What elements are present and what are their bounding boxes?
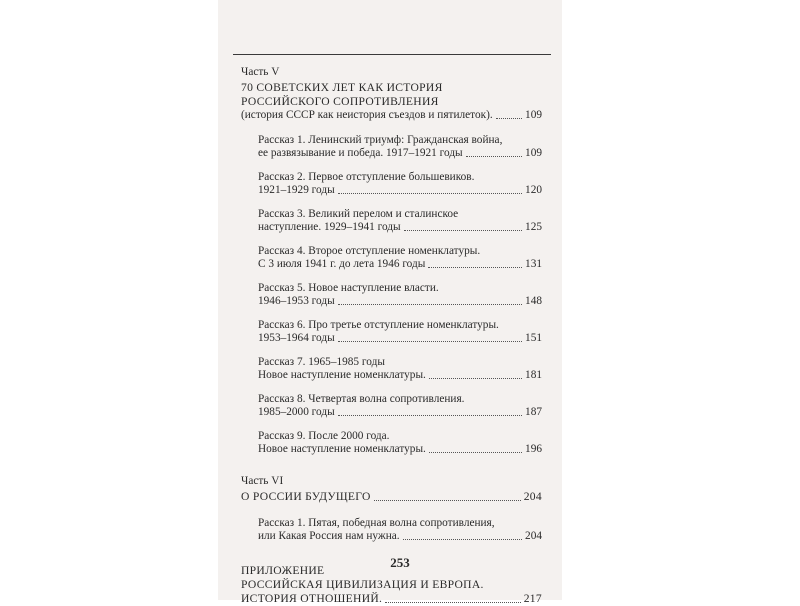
page-ref: 109 xyxy=(525,109,542,121)
leader-dots xyxy=(429,452,522,453)
entry-title: Рассказ 6. Про третье отступление номенклатуры. xyxy=(258,319,499,331)
page-ref: 109 xyxy=(525,147,542,159)
entry-subtitle: 1921–1929 годы xyxy=(258,184,335,196)
table-of-contents xyxy=(241,66,542,606)
toc-entry xyxy=(241,208,542,234)
part-5-title-line-1: 70 СОВЕТСКИХ ЛЕТ КАК ИСТОРИЯ xyxy=(241,81,443,94)
leader-dots xyxy=(429,378,522,379)
page-ref: 181 xyxy=(525,369,542,381)
leader-dots xyxy=(338,304,522,305)
leader-dots xyxy=(466,156,522,157)
part-5-subtitle xyxy=(241,109,542,122)
appendix-title-line-2 xyxy=(241,592,542,606)
page-ref: 151 xyxy=(525,332,542,344)
page-ref: 148 xyxy=(525,295,542,307)
entry-subtitle: 1953–1964 годы xyxy=(258,332,335,344)
toc-entry xyxy=(241,319,542,345)
entry-subtitle: Новое наступление номенклатуры. xyxy=(258,443,426,455)
part-5-label: Часть V xyxy=(241,66,280,78)
page-ref: 120 xyxy=(525,184,542,196)
entry-subtitle: или Какая Россия нам нужна. xyxy=(258,530,400,542)
page-ref: 204 xyxy=(525,530,542,542)
entry-subtitle: ее развязывание и победа. 1917–1921 годы xyxy=(258,147,463,159)
entry-title: Рассказ 5. Новое наступление власти. xyxy=(258,282,439,294)
part-5-subtitle-text: (история СССР как неистория съездов и пятилеток). xyxy=(241,109,493,121)
part-6-label: Часть VI xyxy=(241,475,284,487)
page-ref: 204 xyxy=(523,490,542,503)
toc-entry xyxy=(241,517,542,543)
entry-subtitle: 1946–1953 годы xyxy=(258,295,335,307)
toc-entry xyxy=(241,282,542,308)
entry-title: Рассказ 3. Великий перелом и сталинское xyxy=(258,208,459,220)
leader-dots xyxy=(496,118,522,119)
leader-dots xyxy=(404,230,522,231)
toc-entry xyxy=(241,245,542,271)
page-ref: 217 xyxy=(523,592,542,605)
header-rule xyxy=(233,54,551,55)
appendix-title-text: ИСТОРИЯ ОТНОШЕНИЙ. xyxy=(241,592,383,605)
part-5-title-line-2: РОССИЙСКОГО СОПРОТИВЛЕНИЯ xyxy=(241,95,439,108)
leader-dots xyxy=(338,193,522,194)
leader-dots xyxy=(374,500,521,501)
entry-title: Рассказ 8. Четвертая волна сопротивления. xyxy=(258,393,465,405)
appendix-title-line-1: РОССИЙСКАЯ ЦИВИЛИЗАЦИЯ И ЕВРОПА. xyxy=(241,578,484,591)
page-ref: 196 xyxy=(525,443,542,455)
entry-title: Рассказ 2. Первое отступление большевиков. xyxy=(258,171,475,183)
page-ref: 187 xyxy=(525,406,542,418)
entry-subtitle: С 3 июля 1941 г. до лета 1946 годы xyxy=(258,258,426,270)
entry-title: Рассказ 9. После 2000 года. xyxy=(258,430,390,442)
toc-entry xyxy=(241,393,542,419)
entry-subtitle: 1985–2000 годы xyxy=(258,406,335,418)
page-ref: 131 xyxy=(525,258,542,270)
entry-title: Рассказ 7. 1965–1985 годы xyxy=(258,356,385,368)
toc-entry xyxy=(241,356,542,382)
leader-dots xyxy=(428,267,522,268)
entry-title: Рассказ 1. Пятая, победная волна сопротивления, xyxy=(258,517,495,529)
page-ref: 125 xyxy=(525,221,542,233)
appendix-label: ПРИЛОЖЕНИЕ xyxy=(241,564,325,577)
part-6-title-text: О РОССИИ БУДУЩЕГО xyxy=(241,490,371,503)
part-6-title xyxy=(241,490,542,504)
part-5 xyxy=(241,66,542,456)
leader-dots xyxy=(338,415,522,416)
entry-subtitle: Новое наступление номенклатуры. xyxy=(258,369,426,381)
part-6 xyxy=(241,475,542,543)
entry-subtitle: наступление. 1929–1941 годы xyxy=(258,221,401,233)
toc-entry xyxy=(241,430,542,456)
entry-title: Рассказ 4. Второе отступление номенклатуры. xyxy=(258,245,481,257)
toc-entry xyxy=(241,171,542,197)
leader-dots xyxy=(403,539,522,540)
leader-dots xyxy=(385,602,520,603)
toc-entry xyxy=(241,134,542,160)
page-number: 253 xyxy=(390,555,410,570)
entry-title: Рассказ 1. Ленинский триумф: Гражданская война, xyxy=(258,134,503,146)
leader-dots xyxy=(338,341,522,342)
